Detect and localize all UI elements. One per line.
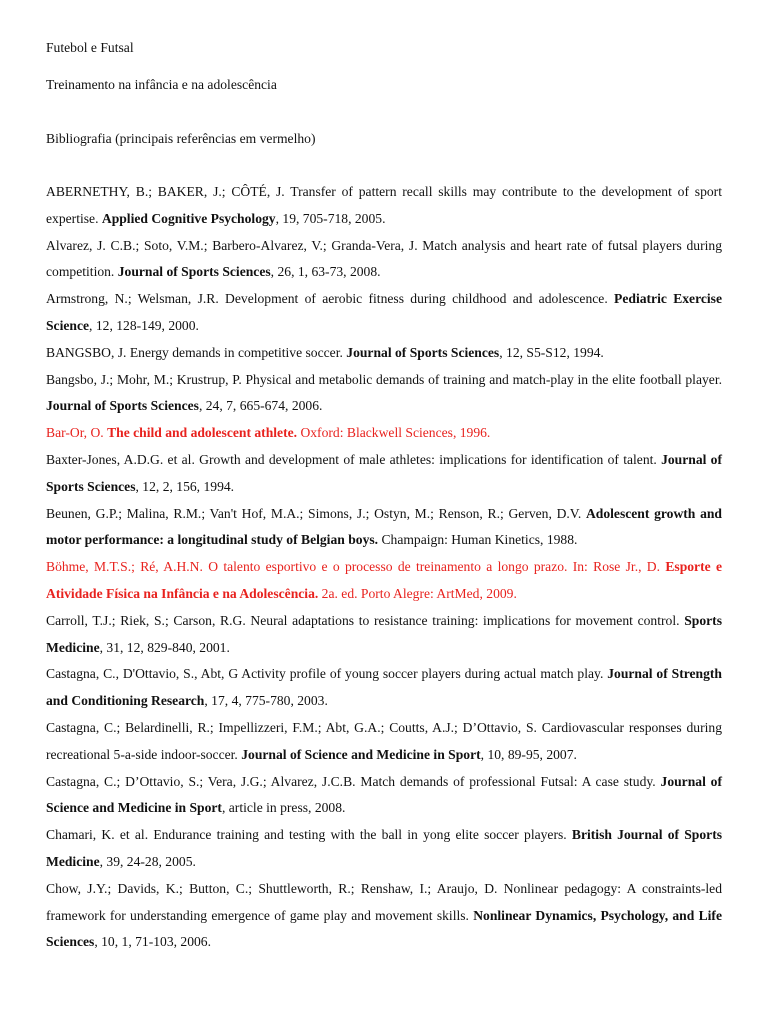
reference-text: Castagna, C.; D’Ottavio, S.; Vera, J.G.; Alvarez, J.C.B. Match demands of professional Futsal: A case study. bbox=[46, 773, 661, 789]
reference-entry bbox=[46, 233, 722, 287]
reference-list bbox=[46, 179, 722, 956]
reference-text: , 12, 128-149, 2000. bbox=[89, 317, 199, 333]
reference-source-title: Nonlinear Dynamics, Psychology, and Life Sciences bbox=[46, 907, 722, 950]
course-subtitle: Treinamento na infância e na adolescência bbox=[46, 77, 277, 92]
reference-source-title: Journal of Sports Sciences bbox=[117, 264, 271, 280]
reference-text: Carroll, T.J.; Riek, S.; Carson, R.G. Neural adaptations to resistance training: implications for movement control. bbox=[46, 612, 685, 628]
reference-text: 2a. ed. Porto Alegre: ArtMed, 2009. bbox=[318, 585, 517, 601]
reference-entry bbox=[46, 876, 722, 956]
reference-text: Chow, J.Y.; Davids, K.; Button, C.; Shuttleworth, R.; Renshaw, I.; Araujo, D. Nonlinear pedagogy: A constraints-led framework for understanding emergence of game play and movement skills. bbox=[46, 880, 722, 923]
reference-text: Alvarez, J. C.B.; Soto, V.M.; Barbero-Alvarez, V.; Granda-Vera, J. Match analysis and heart rate of futsal players during competition. bbox=[46, 237, 722, 280]
reference-text: , 12, S5-S12, 1994. bbox=[499, 344, 604, 360]
reference-source-title: Pediatric Exercise Science bbox=[46, 291, 723, 333]
reference-text: Beunen, G.P.; Malina, R.M.; Van't Hof, M.A.; Simons, J.; Ostyn, M.; Renson, R.; Gerven, D.V. bbox=[46, 505, 586, 521]
reference-text: , 17, 4, 775-780, 2003. bbox=[204, 693, 328, 709]
reference-source-title: British Journal of Sports Medicine bbox=[46, 827, 723, 869]
reference-source-title: Esporte e Atividade Física na Infância e na Adolescência. bbox=[46, 559, 722, 601]
reference-source-title: Sports Medicine bbox=[46, 612, 722, 655]
reference-text: , 26, 1, 63-73, 2008. bbox=[270, 264, 381, 280]
reference-source-title: Journal of Sports Sciences bbox=[346, 344, 500, 360]
reference-text: Chamari, K. et al. Endurance training and testing with the ball in yong elite soccer players. bbox=[46, 827, 572, 843]
reference-entry bbox=[46, 661, 722, 715]
reference-entry bbox=[46, 554, 722, 608]
reference-entry bbox=[46, 769, 722, 823]
reference-source-title: Journal of Science and Medicine in Sport bbox=[46, 773, 723, 816]
reference-text: Bar-Or, O. bbox=[46, 425, 108, 441]
reference-text: , 10, 1, 71-103, 2006. bbox=[94, 934, 212, 950]
reference-text: ABERNETHY, B.; BAKER, J.; CÔTÉ, J. Transfer of pattern recall skills may contribute to the development of sport expertise. bbox=[46, 184, 722, 226]
course-title: Futebol e Futsal bbox=[46, 40, 134, 55]
reference-source-title: The child and adolescent athlete. bbox=[107, 425, 298, 441]
reference-text: , 19, 705-718, 2005. bbox=[275, 210, 386, 226]
reference-entry bbox=[46, 179, 722, 233]
reference-source-title: Journal of Sports Sciences bbox=[46, 451, 723, 494]
reference-text: , 31, 12, 829-840, 2001. bbox=[99, 639, 230, 655]
reference-text: Oxford: Blackwell Sciences, 1996. bbox=[297, 425, 491, 441]
reference-source-title: Applied Cognitive Psychology bbox=[101, 210, 276, 226]
reference-text: , 12, 2, 156, 1994. bbox=[135, 478, 235, 494]
reference-entry bbox=[46, 608, 722, 662]
reference-entry bbox=[46, 501, 722, 555]
document-page bbox=[46, 38, 722, 956]
reference-text: BANGSBO, J. Energy demands in competitive soccer. bbox=[46, 344, 347, 360]
reference-entry bbox=[46, 715, 722, 769]
reference-text: Castagna, C., D'Ottavio, S., Abt, G Activity profile of young soccer players during actual match play. bbox=[46, 666, 608, 682]
reference-text: Castagna, C.; Belardinelli, R.; Impellizzeri, F.M.; Abt, G.A.; Coutts, A.J.; D’Ottavio, S. Cardiovascular responses during recreational 5-a-side indoor-soccer. bbox=[46, 719, 722, 762]
reference-text: , 39, 24-28, 2005. bbox=[99, 853, 196, 869]
bibliography-heading: Bibliografia (principais referências em vermelho) bbox=[46, 131, 316, 146]
reference-entry bbox=[46, 286, 722, 340]
reference-text: Bangsbo, J.; Mohr, M.; Krustrup, P. Physical and metabolic demands of training and match-play in the elite football player. bbox=[46, 371, 722, 387]
reference-entry bbox=[46, 447, 722, 501]
reference-source-title: Adolescent growth and motor performance: a longitudinal study of Belgian boys. bbox=[46, 505, 722, 548]
reference-source-title: Journal of Science and Medicine in Sport bbox=[241, 746, 481, 762]
reference-entry bbox=[46, 367, 722, 421]
reference-text: Champaign: Human Kinetics, 1988. bbox=[378, 532, 578, 548]
reference-text: Böhme, M.T.S.; Ré, A.H.N. O talento esportivo e o processo de treinamento a longo prazo. In: Rose Jr., D. bbox=[46, 559, 666, 575]
reference-source-title: Journal of Strength and Conditioning Research bbox=[46, 666, 722, 709]
reference-text: , 10, 89-95, 2007. bbox=[480, 746, 577, 762]
reference-text: , article in press, 2008. bbox=[221, 800, 346, 816]
reference-entry bbox=[46, 420, 722, 447]
reference-text: Baxter-Jones, A.D.G. et al. Growth and development of male athletes: implications for identification of talent. bbox=[46, 451, 662, 467]
reference-text: Armstrong, N.; Welsman, J.R. Development of aerobic fitness during childhood and adolescence. bbox=[46, 291, 615, 307]
reference-entry bbox=[46, 340, 722, 367]
reference-source-title: Journal of Sports Sciences bbox=[46, 398, 199, 414]
reference-entry bbox=[46, 822, 722, 876]
reference-text: , 24, 7, 665-674, 2006. bbox=[198, 398, 323, 414]
